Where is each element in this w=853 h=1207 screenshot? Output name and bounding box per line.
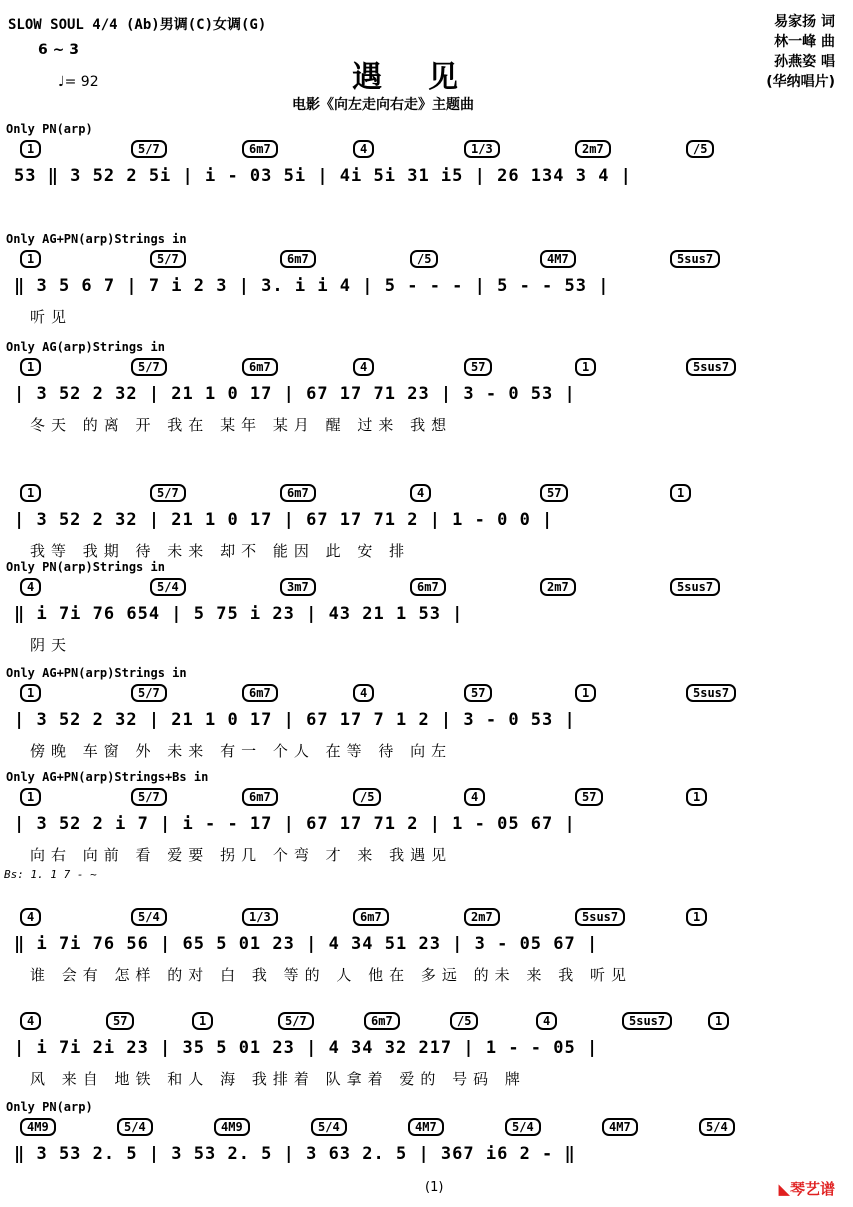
chord-symbol: 6m7	[353, 908, 389, 926]
key-info: SLOW SOUL 4/4 (Ab)男调(C)女调(G)	[8, 17, 267, 33]
chord-symbol: 1	[575, 358, 596, 376]
lyricist-credit: 易家扬 词	[774, 14, 835, 30]
lyrics-line: 阴天	[30, 636, 73, 654]
chord-symbol: 4M7	[540, 250, 576, 268]
page-number: (1)	[425, 1180, 444, 1195]
chord-symbol: 5/7	[131, 788, 167, 806]
chord-symbol: 5sus7	[670, 578, 720, 596]
chord-symbol: /5	[410, 250, 438, 268]
credits	[766, 12, 835, 92]
chord-symbol: 5sus7	[575, 908, 625, 926]
chord-symbol: 5/4	[117, 1118, 153, 1136]
chord-symbol: 1	[686, 908, 707, 926]
song-title: 遇见	[352, 60, 504, 95]
vocal-range: 6 ~ 3	[38, 42, 79, 58]
chord-symbol: 1	[686, 788, 707, 806]
chord-symbol: 5/4	[150, 578, 186, 596]
chord-symbol: 4M7	[408, 1118, 444, 1136]
lyrics-line: 听见	[30, 308, 73, 326]
chord-symbol: 4	[20, 908, 41, 926]
chord-symbol: 2m7	[575, 140, 611, 158]
chord-symbol: 5/4	[505, 1118, 541, 1136]
chord-symbol: 5/7	[131, 140, 167, 158]
instrumentation-label: Only AG(arp)Strings in	[6, 340, 165, 354]
logo-icon: ◣	[778, 1180, 790, 1198]
chord-symbol: 4M9	[214, 1118, 250, 1136]
chord-symbol: 5/7	[278, 1012, 314, 1030]
composer-credit: 林一峰 曲	[774, 34, 835, 50]
notation-line: | 3 52 2 i 7 | i - - 17 | 67 17 71 2 | 1 - 05 67 |	[14, 814, 576, 834]
chord-symbol: 6m7	[242, 140, 278, 158]
instrumentation-label: Only AG+PN(arp)Strings in	[6, 232, 187, 246]
chord-symbol: 5/4	[131, 908, 167, 926]
lyrics-line: 向右 向前 看 爱要 拐几 个弯 才 来 我遇见	[30, 846, 453, 864]
chord-symbol: 1	[20, 684, 41, 702]
chord-symbol: 5/7	[150, 484, 186, 502]
notation-line: 53 ‖ 3 52 2 5i | i - 03 5i | 4i 5i 31 i5 | 26 134 3 4 |	[14, 166, 632, 186]
chord-symbol: 5sus7	[686, 358, 736, 376]
notation-line: | i 7i 2i 23 | 35 5 01 23 | 4 34 32 217 | 1 - - 05 |	[14, 1038, 599, 1058]
chord-symbol: 6m7	[242, 684, 278, 702]
chord-symbol: /5	[353, 788, 381, 806]
chord-symbol: 5/4	[311, 1118, 347, 1136]
chord-symbol: 5/4	[699, 1118, 735, 1136]
song-subtitle: 电影《向左走向右走》主题曲	[292, 97, 474, 113]
instrumentation-label: Only PN(arp)	[6, 1100, 93, 1114]
chord-symbol: 4	[536, 1012, 557, 1030]
chord-symbol: 57	[464, 358, 492, 376]
chord-symbol: 5sus7	[670, 250, 720, 268]
chord-symbol: 1	[575, 684, 596, 702]
chord-symbol: 1	[20, 358, 41, 376]
chord-symbol: /5	[686, 140, 714, 158]
chord-symbol: 5sus7	[686, 684, 736, 702]
chord-symbol: 4	[353, 140, 374, 158]
chord-symbol: 1/3	[242, 908, 278, 926]
tempo-mark: ♩= 92	[58, 74, 99, 90]
label-credit: (华纳唱片)	[766, 74, 835, 90]
chord-symbol: 6m7	[280, 484, 316, 502]
chord-symbol: 57	[464, 684, 492, 702]
chord-symbol: 1	[708, 1012, 729, 1030]
chord-symbol: 5sus7	[622, 1012, 672, 1030]
chord-symbol: 57	[575, 788, 603, 806]
bass-line: Bs: 1. 1 7 - ~	[4, 868, 97, 881]
notation-line: ‖ 3 5 6 7 | 7 i 2 3 | 3. i i 4 | 5 - - - | 5 - - 53 |	[14, 276, 610, 296]
chord-symbol: 6m7	[242, 358, 278, 376]
chord-symbol: 5/7	[131, 684, 167, 702]
notation-line: | 3 52 2 32 | 21 1 0 17 | 67 17 71 2 | 1 - 0 0 |	[14, 510, 554, 530]
notation-line: ‖ i 7i 76 56 | 65 5 01 23 | 4 34 51 23 | 3 - 05 67 |	[14, 934, 599, 954]
chord-symbol: 4M7	[602, 1118, 638, 1136]
chord-symbol: 5/7	[131, 358, 167, 376]
chord-symbol: 4	[353, 358, 374, 376]
instrumentation-label: Only PN(arp)Strings in	[6, 560, 165, 574]
chord-symbol: 4	[410, 484, 431, 502]
chord-symbol: 6m7	[280, 250, 316, 268]
chord-symbol: 1	[20, 484, 41, 502]
chord-symbol: 1/3	[464, 140, 500, 158]
lyrics-line: 我等 我期 待 未来 却不 能因 此 安 排	[30, 542, 411, 560]
chord-symbol: 6m7	[410, 578, 446, 596]
lyrics-line: 冬天 的离 开 我在 某年 某月 醒 过来 我想	[30, 416, 453, 434]
logo-text: 琴艺谱	[789, 1180, 835, 1198]
notation-line: ‖ 3 53 2. 5 | 3 53 2. 5 | 3 63 2. 5 | 367 i6 2 - ‖	[14, 1144, 576, 1164]
chord-symbol: 3m7	[280, 578, 316, 596]
chord-symbol: 2m7	[464, 908, 500, 926]
chord-symbol: 1	[192, 1012, 213, 1030]
chord-symbol: 2m7	[540, 578, 576, 596]
chord-symbol: 1	[20, 250, 41, 268]
instrumentation-label: Only AG+PN(arp)Strings+Bs in	[6, 770, 209, 784]
chord-symbol: 57	[540, 484, 568, 502]
chord-symbol: 57	[106, 1012, 134, 1030]
chord-symbol: 4	[464, 788, 485, 806]
notation-line: | 3 52 2 32 | 21 1 0 17 | 67 17 71 23 | 3 - 0 53 |	[14, 384, 576, 404]
chord-symbol: 6m7	[364, 1012, 400, 1030]
chord-symbol: 6m7	[242, 788, 278, 806]
chord-symbol: 1	[670, 484, 691, 502]
chord-symbol: 5/7	[150, 250, 186, 268]
instrumentation-label: Only AG+PN(arp)Strings in	[6, 666, 187, 680]
chord-symbol: 4	[20, 1012, 41, 1030]
chord-symbol: 4	[353, 684, 374, 702]
notation-line: ‖ i 7i 76 654 | 5 75 i 23 | 43 21 1 53 |	[14, 604, 464, 624]
singer-credit: 孙燕姿 唱	[774, 54, 835, 70]
lyrics-line: 谁 会有 怎样 的对 白 我 等的 人 他在 多远 的未 来 我 听见	[30, 966, 632, 984]
lyrics-line: 傍晚 车窗 外 未来 有一 个人 在等 待 向左	[30, 742, 453, 760]
chord-symbol: 1	[20, 788, 41, 806]
lyrics-line: 风 来自 地铁 和人 海 我排着 队拿着 爱的 号码 牌	[30, 1070, 526, 1088]
notation-line: | 3 52 2 32 | 21 1 0 17 | 67 17 7 1 2 | 3 - 0 53 |	[14, 710, 576, 730]
instrumentation-label: Only PN(arp)	[6, 122, 93, 136]
watermark-logo	[778, 1178, 835, 1199]
chord-symbol: 4	[20, 578, 41, 596]
chord-symbol: 4M9	[20, 1118, 56, 1136]
chord-symbol: /5	[450, 1012, 478, 1030]
chord-symbol: 1	[20, 140, 41, 158]
